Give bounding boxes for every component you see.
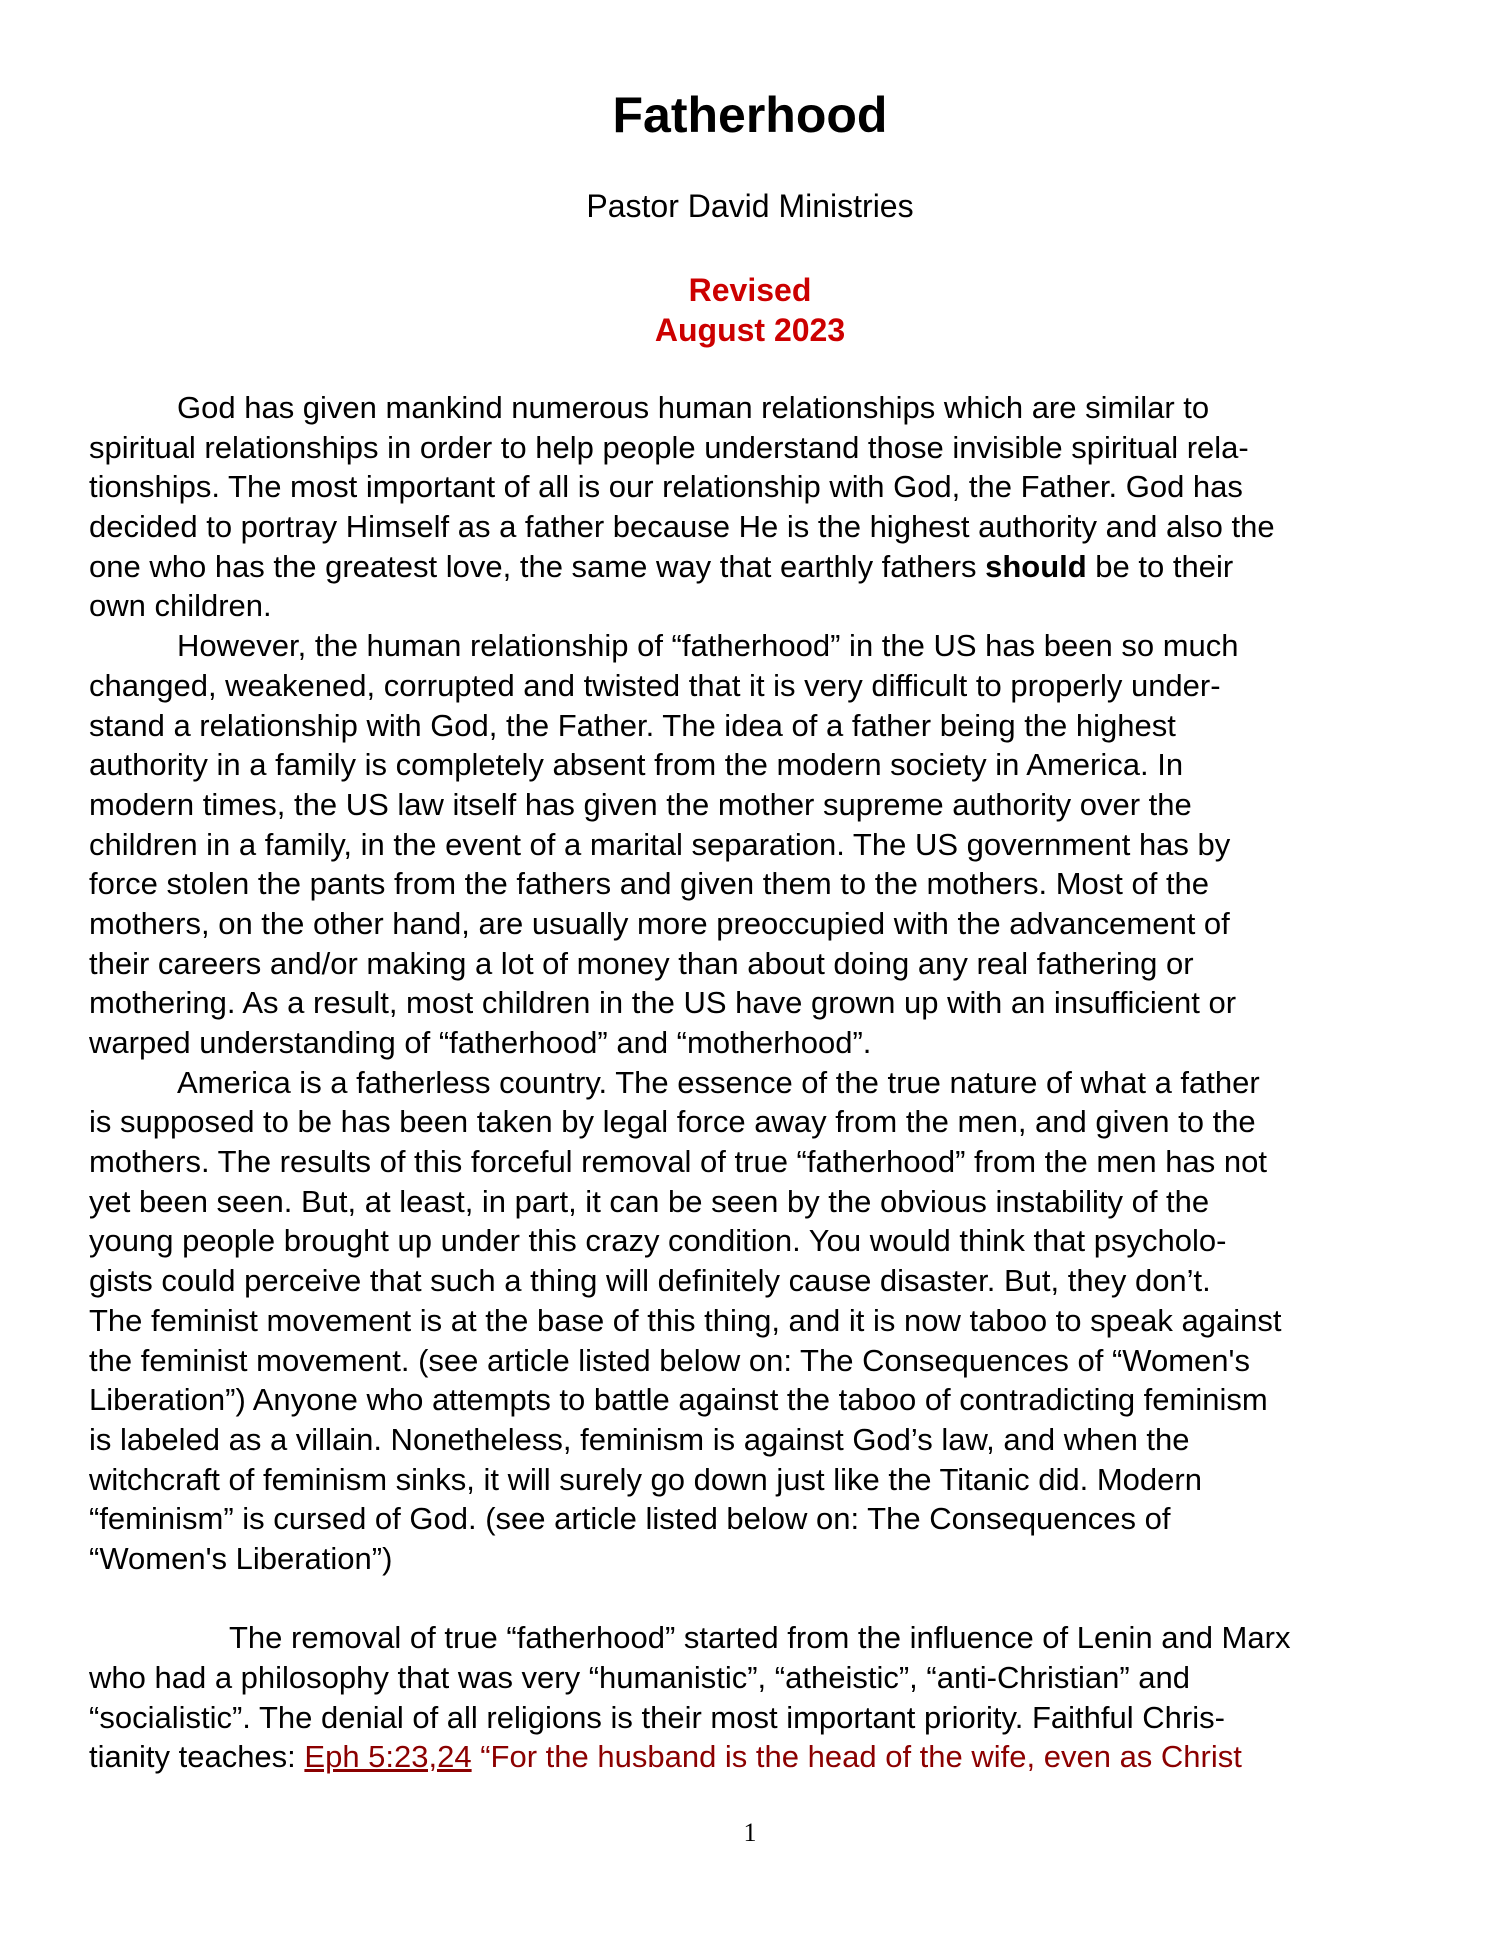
text-line: their careers and/or making a lot of money than about doing any real fathering or	[89, 945, 1194, 981]
text-line: young people brought up under this crazy condition. You would think that psycholo-	[89, 1223, 1227, 1259]
text-line: authority in a family is completely absent from the modern society in America. In	[89, 747, 1184, 783]
text-line: is supposed to be has been taken by legal force away from the men, and given to the	[89, 1104, 1256, 1140]
text-line: The feminist movement is at the base of this thing, and it is now taboo to speak against	[89, 1302, 1282, 1338]
text-line: the feminist movement. (see article listed below on: The Consequences of “Women's	[89, 1342, 1250, 1378]
text-line: tionships. The most important of all is our relationship with God, the Father. God has	[89, 469, 1243, 505]
text-line: “Women's Liberation”)	[89, 1540, 393, 1576]
revision-note	[0, 270, 1500, 350]
text-line: is labeled as a villain. Nonetheless, feminism is against God’s law, and when the	[89, 1421, 1190, 1457]
text-line: changed, weakened, corrupted and twisted that it is very difficult to properly under-	[89, 667, 1221, 703]
text-line: mothers, on the other hand, are usually more preoccupied with the advancement of	[89, 905, 1230, 941]
text-line: warped understanding of “fatherhood” and “motherhood”.	[89, 1025, 872, 1060]
scripture-quote: “For the husband is the head of the wife, even as Christ	[471, 1739, 1242, 1775]
revised-label: Revised	[688, 272, 812, 308]
revised-date: August 2023	[654, 312, 846, 348]
page-number: 1	[743, 1818, 757, 1847]
body-text	[89, 388, 1409, 1777]
text-line: God has given mankind numerous human relationships which are similar to	[177, 390, 1210, 425]
paragraph-gap	[89, 1579, 1409, 1619]
text-line: However, the human relationship of “fatherhood” in the US has been so much	[177, 628, 1239, 664]
text-line: spiritual relationships in order to help people understand those invisible spiritual rela-	[89, 429, 1249, 465]
text-segment: tianity teaches:	[89, 1739, 305, 1775]
text-line	[89, 547, 1409, 587]
text-segment: be to their	[1086, 548, 1234, 584]
text-line: who had a philosophy that was very “humanistic”, “atheistic”, “anti-Christian” and	[89, 1660, 1190, 1695]
text-line: Liberation”) Anyone who attempts to battle against the taboo of contradicting feminism	[89, 1382, 1268, 1418]
text-line: gists could perceive that such a thing will definitely cause disaster. But, they don’t.	[89, 1263, 1211, 1299]
text-line: children in a family, in the event of a marital separation. The US government has by	[89, 826, 1231, 862]
text-line: stand a relationship with God, the Father. The idea of a father being the highest	[89, 707, 1176, 743]
text-line: force stolen the pants from the fathers and given them to the mothers. Most of the	[89, 866, 1210, 902]
text-line: mothering. As a result, most children in the US have grown up with an insufficient or	[89, 985, 1237, 1021]
emphasis-should: should	[985, 548, 1087, 584]
text-line: mothers. The results of this forceful removal of true “fatherhood” from the men has not	[89, 1144, 1267, 1180]
text-line: The removal of true “fatherhood” started from the influence of Lenin and Marx	[229, 1620, 1291, 1656]
text-line: decided to portray Himself as a father because He is the highest authority and also the	[89, 509, 1275, 545]
text-line: own children.	[89, 588, 272, 624]
text-line: modern times, the US law itself has given the mother supreme authority over the	[89, 786, 1192, 822]
text-line	[89, 1737, 1409, 1777]
page-title: Fatherhood	[612, 87, 888, 143]
text-line: yet been seen. But, at least, in part, it can be seen by the obvious instability of the	[89, 1183, 1210, 1219]
text-line: witchcraft of feminism sinks, it will surely go down just like the Titanic did. Modern	[89, 1461, 1202, 1497]
text-line: “feminism” is cursed of God. (see article listed below on: The Consequences of	[89, 1501, 1171, 1537]
text-line: America is a fatherless country. The essence of the true nature of what a father	[177, 1064, 1260, 1100]
ministry-name: Pastor David Ministries	[586, 188, 914, 224]
text-segment: one who has the greatest love, the same way that earthly fathers	[89, 548, 986, 584]
scripture-reference-link[interactable]: Eph 5:23,24	[304, 1739, 472, 1775]
text-line: “socialistic”. The denial of all religions is their most important priority. Faithful Chris-	[89, 1699, 1225, 1735]
